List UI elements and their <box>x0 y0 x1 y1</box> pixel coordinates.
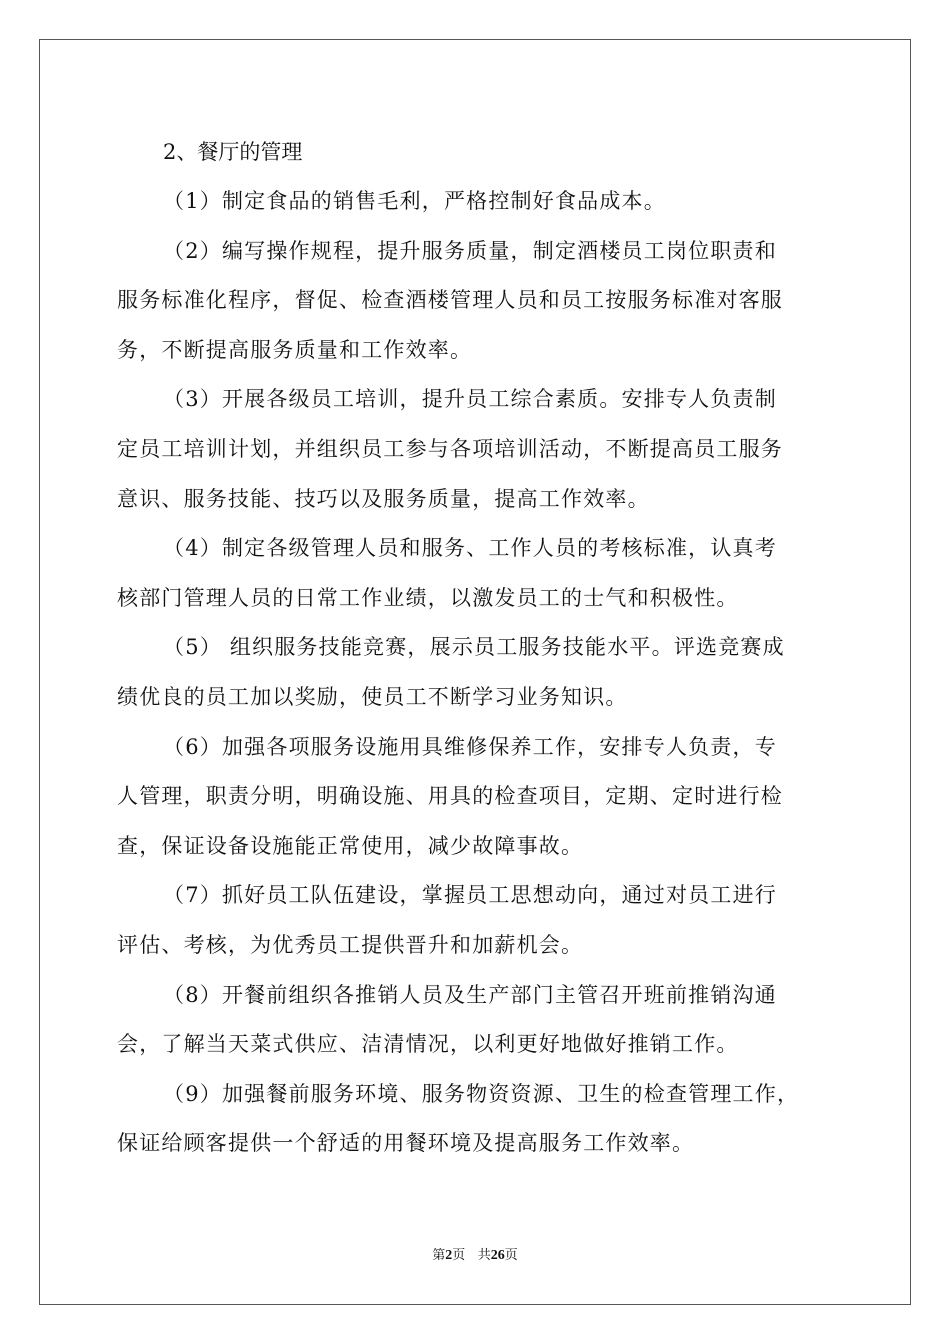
paragraph <box>117 1070 833 1169</box>
paragraph-line: （9）加强餐前服务环境、服务物资资源、卫生的检查管理工作， <box>163 1081 800 1106</box>
paragraph-line: （5） 组织服务技能竞赛，展示员工服务技能水平。评选竞赛成 <box>163 635 785 660</box>
paragraph <box>117 177 833 227</box>
footer-total-pages: 26 <box>490 1248 505 1263</box>
paragraph-line: （3）开展各级员工培训，提升员工综合素质。安排专人负责制 <box>163 387 777 412</box>
footer-total-prefix: 共 <box>477 1248 491 1263</box>
paragraph <box>117 871 833 970</box>
paragraph-line: （4）制定各级管理人员和服务、工作人员的考核标准，认真考 <box>163 536 777 561</box>
paragraph-line: 服务标准化程序，督促、检查酒楼管理人员和员工按服务标准对客服 <box>117 288 783 313</box>
paragraph-line: 人管理，职责分明，明确设施、用具的检查项目，定期、定时进行检 <box>117 784 783 809</box>
paragraph-line: 查，保证设备设施能正常使用，减少故障事故。 <box>117 833 584 858</box>
paragraph-line: （6）加强各项服务设施用具维修保养工作，安排专人负责，专 <box>163 734 777 759</box>
paragraph-line: 核部门管理人员的日常工作业绩，以激发员工的士气和积极性。 <box>117 585 739 610</box>
paragraph-line: 评估、考核，为优秀员工提供晋升和加薪机会。 <box>117 932 584 957</box>
paragraph-line: 意识、服务技能、技巧以及服务质量，提高工作效率。 <box>117 486 650 511</box>
page-footer <box>0 1247 950 1265</box>
paragraph <box>117 623 833 722</box>
paragraph <box>117 723 833 872</box>
footer-page-unit: 页 <box>452 1248 466 1263</box>
footer-total-unit: 页 <box>504 1248 518 1263</box>
paragraph <box>117 227 833 376</box>
paragraph <box>117 971 833 1070</box>
paragraph-line: （7）抓好员工队伍建设，掌握员工思想动向，通过对员工进行 <box>163 883 777 908</box>
paragraph <box>117 375 833 524</box>
paragraph-line: （2）编写操作规程，提升服务质量，制定酒楼员工岗位职责和 <box>163 238 777 263</box>
paragraph <box>117 524 833 623</box>
document-body <box>117 127 833 1169</box>
paragraph-line: （1）制定食品的销售毛利，严格控制好食品成本。 <box>163 189 666 213</box>
paragraph-line: 保证给顾客提供一个舒适的用餐环境及提高服务工作效率。 <box>117 1131 695 1156</box>
paragraph-line: 会，了解当天菜式供应、洁清情况，以利更好地做好推销工作。 <box>117 1032 739 1057</box>
footer-page-number: 2 <box>445 1248 453 1263</box>
footer-prefix: 第 <box>432 1248 446 1263</box>
section-heading: 2、餐厅的管理 <box>163 140 303 164</box>
paragraph-line: （8）开餐前组织各推销人员及生产部门主管召开班前推销沟通 <box>163 982 777 1007</box>
paragraph-line: 绩优良的员工加以奖励，使员工不断学习业务知识。 <box>117 684 628 709</box>
paragraph-list <box>117 177 833 1169</box>
paragraph-line: 定员工培训计划，并组织员工参与各项培训活动，不断提高员工服务 <box>117 436 783 461</box>
paragraph-line: 务，不断提高服务质量和工作效率。 <box>117 337 473 362</box>
